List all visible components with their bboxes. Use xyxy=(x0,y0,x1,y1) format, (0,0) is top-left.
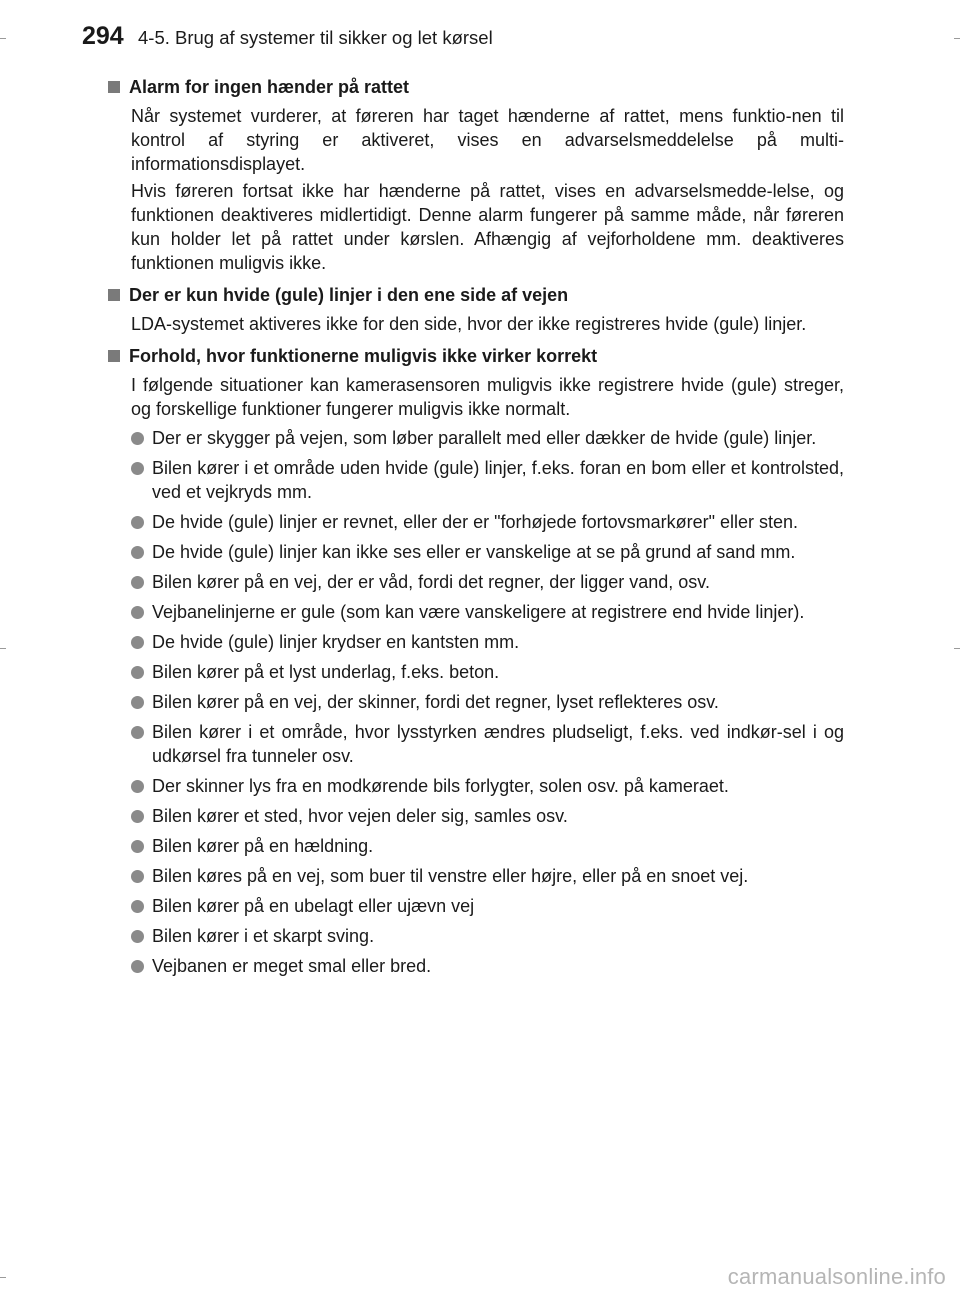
circle-bullet-icon xyxy=(131,666,144,679)
list-item-text: De hvide (gule) linjer krydser en kantsten mm. xyxy=(152,632,520,652)
circle-bullet-icon xyxy=(131,900,144,913)
paragraph: Hvis føreren fortsat ikke har hænderne på rattet, vises en advarselsmedde-lelse, og funktionen deaktiveres midlertidigt. Denne alarm fungerer på samme måde, når føreren kun holder let på rattet under kørslen. Afhængig af vejforholdene mm. deaktiveres funktionen muligvis ikke. xyxy=(131,181,844,273)
watermark-text: carmanualsonline.info xyxy=(727,1264,946,1289)
list-item xyxy=(131,954,844,978)
page-content xyxy=(108,75,844,986)
section-heading-text: Forhold, hvor funktionerne muligvis ikke virker korrekt xyxy=(129,346,598,366)
section-heading-text: Alarm for ingen hænder på rattet xyxy=(129,77,410,97)
square-bullet-icon xyxy=(108,81,120,93)
circle-bullet-icon xyxy=(131,636,144,649)
list-item xyxy=(131,720,844,768)
circle-bullet-icon xyxy=(131,546,144,559)
circle-bullet-icon xyxy=(131,930,144,943)
list-item-text: Bilen kører i et skarpt sving. xyxy=(152,926,375,946)
circle-bullet-icon xyxy=(131,516,144,529)
trim-mark xyxy=(0,38,6,39)
paragraph: I følgende situationer kan kamerasensoren muligvis ikke registrere hvide (gule) streger, og forskellige funktioner fungerer muligvis ikke normalt. xyxy=(131,375,844,419)
list-item-text: De hvide (gule) linjer kan ikke ses eller er vanskelige at se på grund af sand mm. xyxy=(152,542,796,562)
list-item-text: Bilen kører i et område, hvor lysstyrken ændres pludseligt, f.eks. ved indkør-sel i og udkørsel fra tunneler osv. xyxy=(152,722,844,766)
circle-bullet-icon xyxy=(131,960,144,973)
circle-bullet-icon xyxy=(131,870,144,883)
square-bullet-icon xyxy=(108,289,120,301)
list-item xyxy=(131,456,844,504)
circle-bullet-icon xyxy=(131,606,144,619)
circle-bullet-icon xyxy=(131,432,144,445)
list-item xyxy=(131,690,844,714)
trim-mark xyxy=(0,1277,6,1278)
list-item-text: Vejbanen er meget smal eller bred. xyxy=(152,956,432,976)
bullet-list xyxy=(131,426,844,978)
list-item-text: Bilen køres på en vej, som buer til venstre eller højre, eller på en snoet vej. xyxy=(152,866,749,886)
list-item-text: Vejbanelinjerne er gule (som kan være vanskeligere at registrere end hvide linjer). xyxy=(152,602,805,622)
page-header xyxy=(82,22,493,62)
paragraph: Når systemet vurderer, at føreren har taget hænderne af rattet, mens funktio-nen til kontrol af styring er aktiveret, vises en advarselsmeddelelse på multi-informationsdisplayet. xyxy=(131,106,844,174)
list-item xyxy=(131,774,844,798)
square-bullet-icon xyxy=(108,350,120,362)
circle-bullet-icon xyxy=(131,462,144,475)
list-item-text: Bilen kører i et område uden hvide (gule) linjer, f.eks. foran en bom eller et kontrolsted, ved et vejkryds mm. xyxy=(152,458,844,502)
trim-mark xyxy=(954,648,960,649)
list-item-text: Bilen kører på et lyst underlag, f.eks. beton. xyxy=(152,662,500,682)
section-title: 4-5. Brug af systemer til sikker og let kørsel xyxy=(138,27,493,48)
list-item xyxy=(131,660,844,684)
list-item xyxy=(131,834,844,858)
circle-bullet-icon xyxy=(131,726,144,739)
list-item xyxy=(131,924,844,948)
circle-bullet-icon xyxy=(131,696,144,709)
circle-bullet-icon xyxy=(131,810,144,823)
list-item xyxy=(131,570,844,594)
list-item-text: Bilen kører et sted, hvor vejen deler sig, samles osv. xyxy=(152,806,568,826)
trim-mark xyxy=(954,38,960,39)
list-item-text: Bilen kører på en hældning. xyxy=(152,836,374,856)
list-item xyxy=(131,540,844,564)
list-item xyxy=(131,426,844,450)
section-hands-off-alarm xyxy=(108,75,844,275)
section-heading xyxy=(108,283,844,307)
list-item-text: Bilen kører på en vej, der er våd, fordi det regner, der ligger vand, osv. xyxy=(152,572,710,592)
circle-bullet-icon xyxy=(131,840,144,853)
section-heading xyxy=(108,75,844,99)
section-one-side-lines xyxy=(108,283,844,336)
list-item xyxy=(131,600,844,624)
list-item-text: Der skinner lys fra en modkørende bils forlygter, solen osv. på kameraet. xyxy=(152,776,729,796)
section-heading xyxy=(108,344,844,368)
list-item xyxy=(131,510,844,534)
page-number: 294 xyxy=(82,22,124,50)
list-item xyxy=(131,864,844,888)
list-item-text: De hvide (gule) linjer er revnet, eller der er "forhøjede fortovsmarkører" eller sten. xyxy=(152,512,799,532)
section-conditions xyxy=(108,344,844,978)
circle-bullet-icon xyxy=(131,576,144,589)
list-item xyxy=(131,804,844,828)
list-item-text: Bilen kører på en ubelagt eller ujævn vej xyxy=(152,896,475,916)
paragraph: LDA-systemet aktiveres ikke for den side, hvor der ikke registreres hvide (gule) linjer. xyxy=(131,314,807,334)
list-item-text: Der er skygger på vejen, som løber parallelt med eller dækker de hvide (gule) linjer. xyxy=(152,428,817,448)
circle-bullet-icon xyxy=(131,780,144,793)
list-item-text: Bilen kører på en vej, der skinner, fordi det regner, lyset reflekteres osv. xyxy=(152,692,719,712)
list-item xyxy=(131,894,844,918)
trim-mark xyxy=(0,648,6,649)
section-heading-text: Der er kun hvide (gule) linjer i den ene side af vejen xyxy=(129,285,569,305)
list-item xyxy=(131,630,844,654)
